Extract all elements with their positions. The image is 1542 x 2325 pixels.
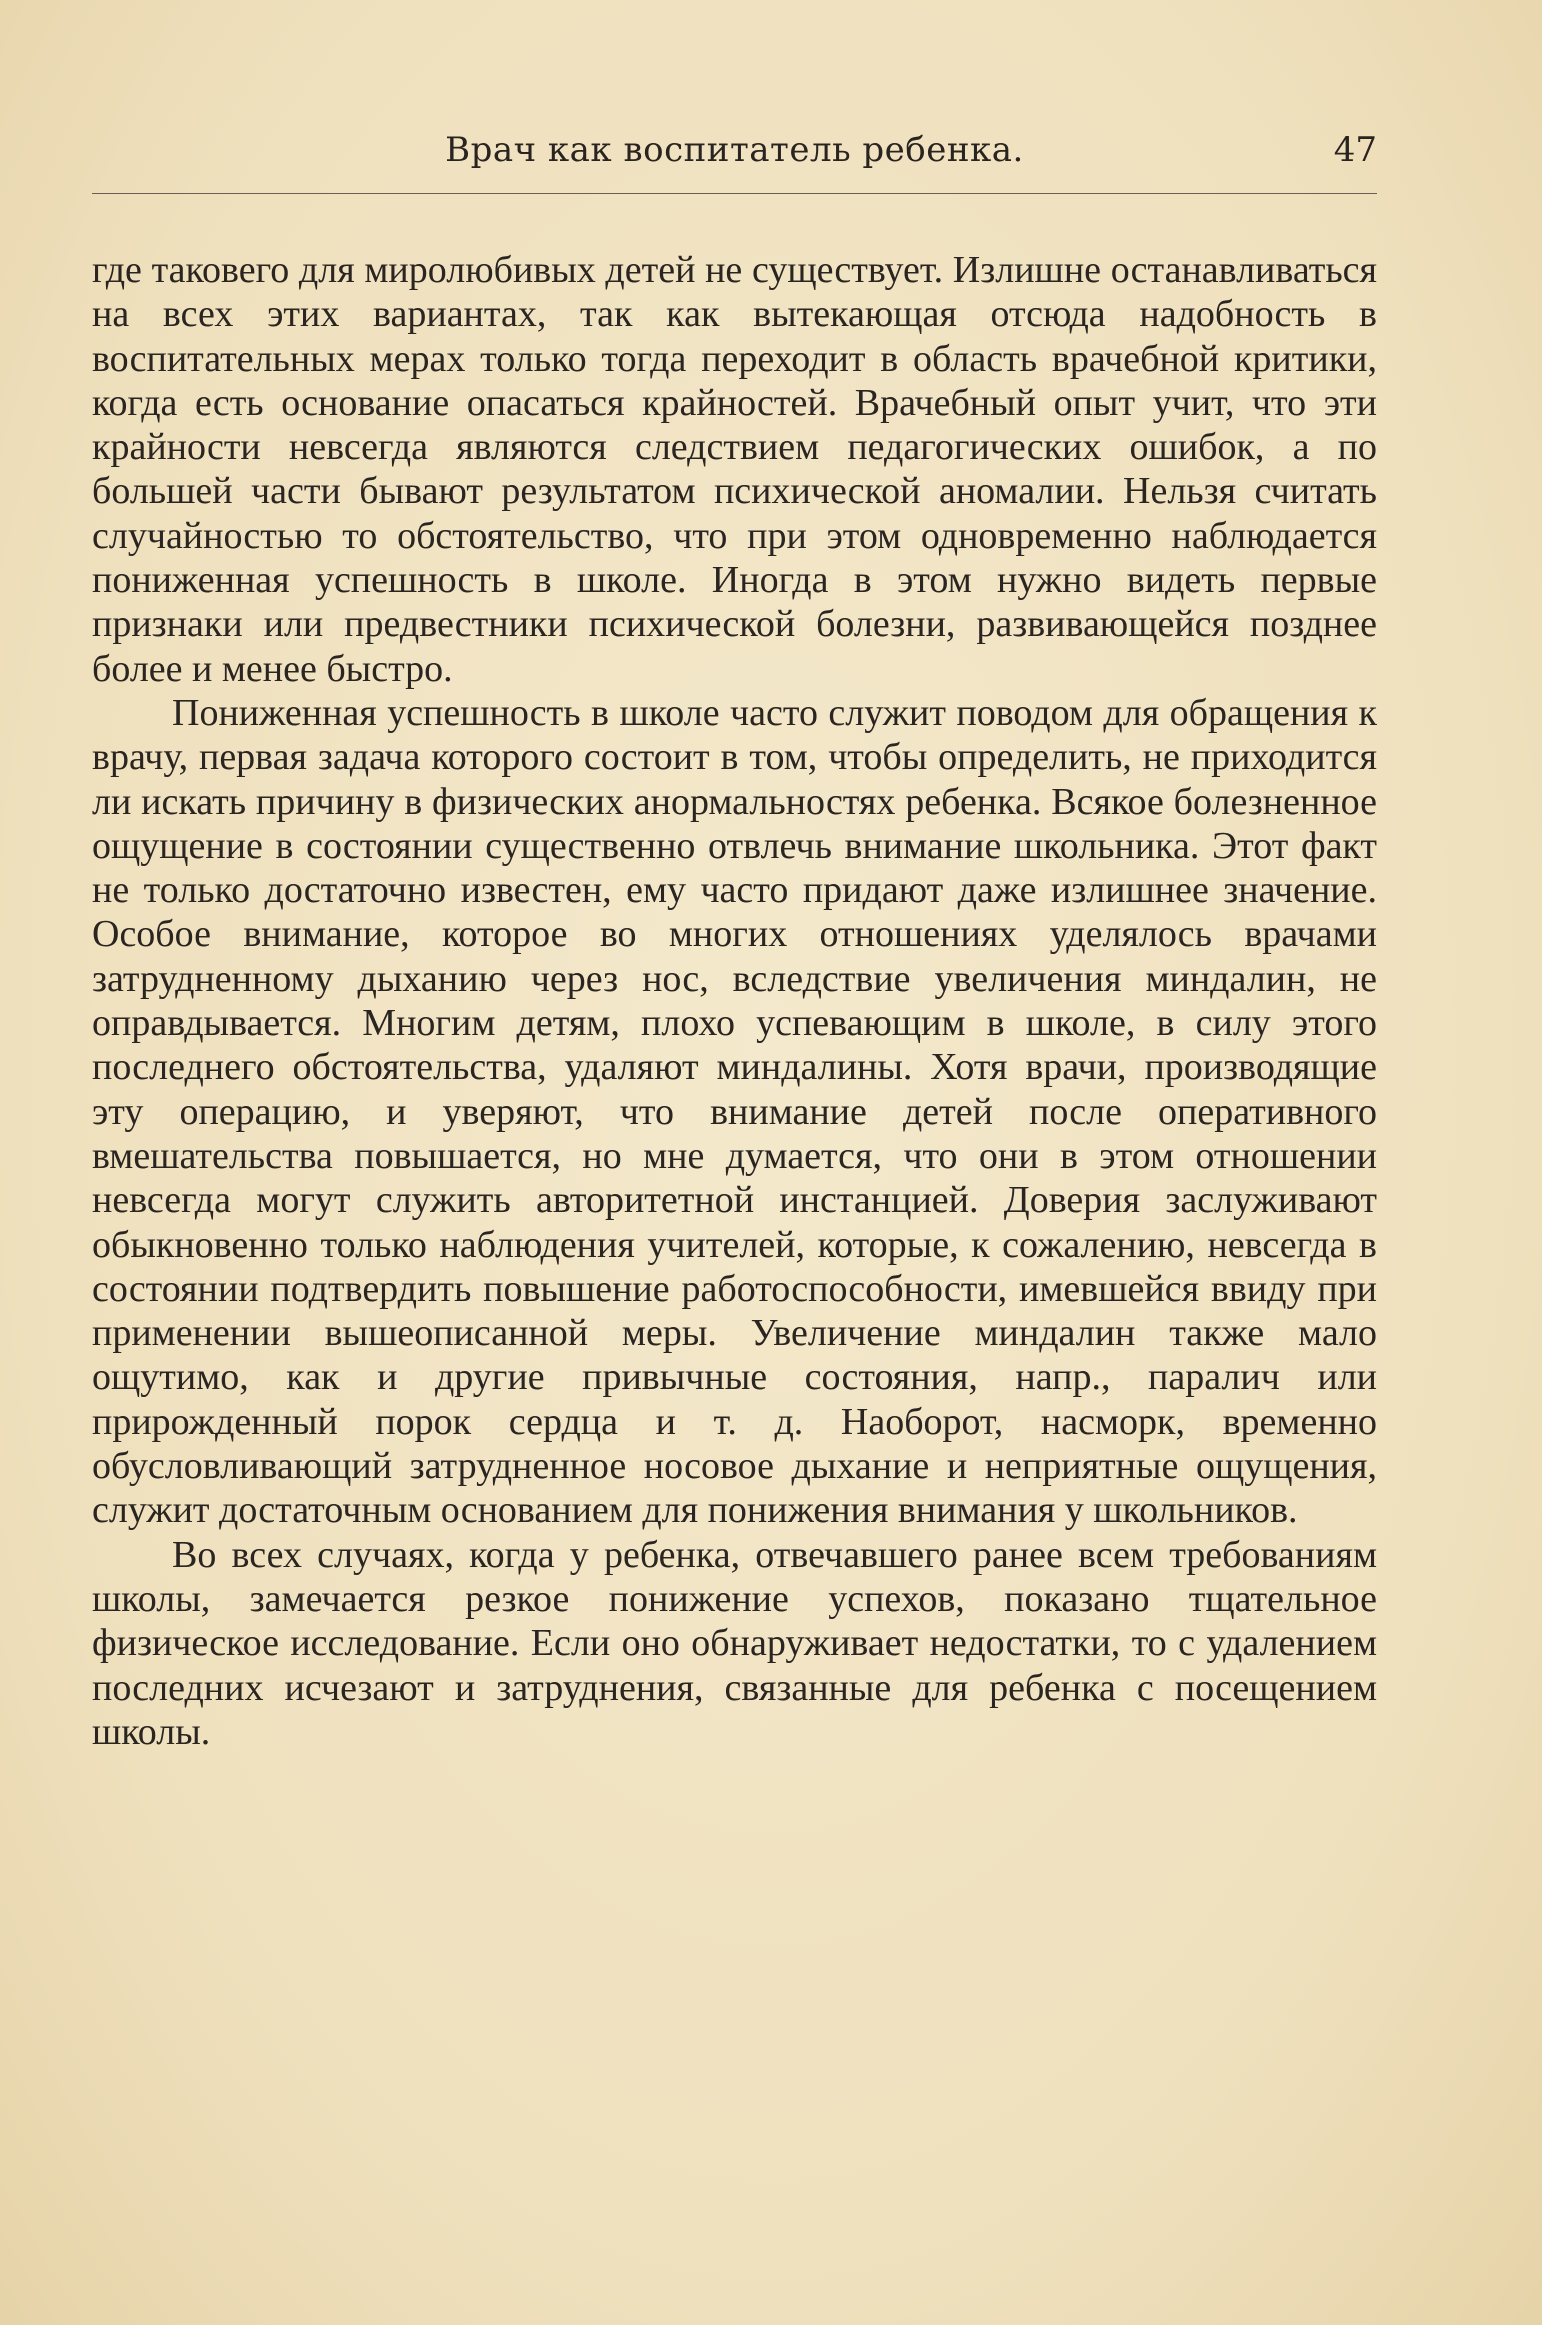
paragraph-3: Во всех случаях, когда у ребенка, отвечавшего ранее всем требованиям школы, замечается резкое понижение успехов, показано тщательное физическое исследование. Если оно обнаруживает недостатки, то с удалением последних исчезают и затруднения, связанные для ребенка с посещением школы. bbox=[92, 1533, 1377, 1753]
paragraph-1: где таковего для миролюбивых детей не существует. Излишне останавливаться на всех этих вариантах, так как вытекающая отсюда надобность в воспитательных мерах только тогда переходит в область врачебной критики, когда есть основание опасаться крайностей. Врачебный опыт учит, что эти крайности невсегда являются следствием педагогических ошибок, а по большей части бывают результатом психической аномалии. Нельзя считать случайностью то обстоятельство, что при этом одновременно наблюдается пониженная успешность в школе. Иногда в этом нужно видеть первые признаки или предвестники психической болезни, развивающейся позднее более и менее быстро. bbox=[92, 249, 1377, 690]
page-header bbox=[92, 130, 1377, 190]
page-number: 47 bbox=[1333, 130, 1377, 170]
body-text bbox=[92, 248, 1377, 1754]
running-head: Врач как воспитатель ребенка. bbox=[445, 130, 1024, 170]
paragraph-2: Пониженная успешность в школе часто служит поводом для обращения к врачу, первая задача которого состоит в том, чтобы определить, не приходится ли искать причину в физических анормальностях ребенка. Всякое болезненное ощущение в состоянии существенно отвлечь внимание школьника. Этот факт не только достаточно известен, ему часто придают даже излишнее значение. Особое внимание, которое во многих отношениях уделялось врачами затрудненному дыханию через нос, вследствие увеличения миндалин, не оправдывается. Многим детям, плохо успевающим в школе, в силу этого последнего обстоятельства, удаляют миндалины. Хотя врачи, производящие эту операцию, и уверяют, что внимание детей после оперативного вмешательства повышается, но мне думается, что они в этом отношении невсегда могут служить авторитетной инстанцией. Доверия заслуживают обыкновенно только наблюдения учителей, которые, к сожалению, невсегда в состоянии подтвердить повышение работоспособности, имевшейся ввиду при применении вышеописанной меры. Увеличение миндалин также мало ощутимо, как и другие привычные состояния, напр., паралич или прирожденный порок сердца и т. д. Наоборот, насморк, временно обусловливающий затрудненное носовое дыхание и неприятные ощущения, служит достаточным основанием для понижения внимания у школьников. bbox=[92, 691, 1377, 1532]
header-rule bbox=[92, 193, 1377, 194]
